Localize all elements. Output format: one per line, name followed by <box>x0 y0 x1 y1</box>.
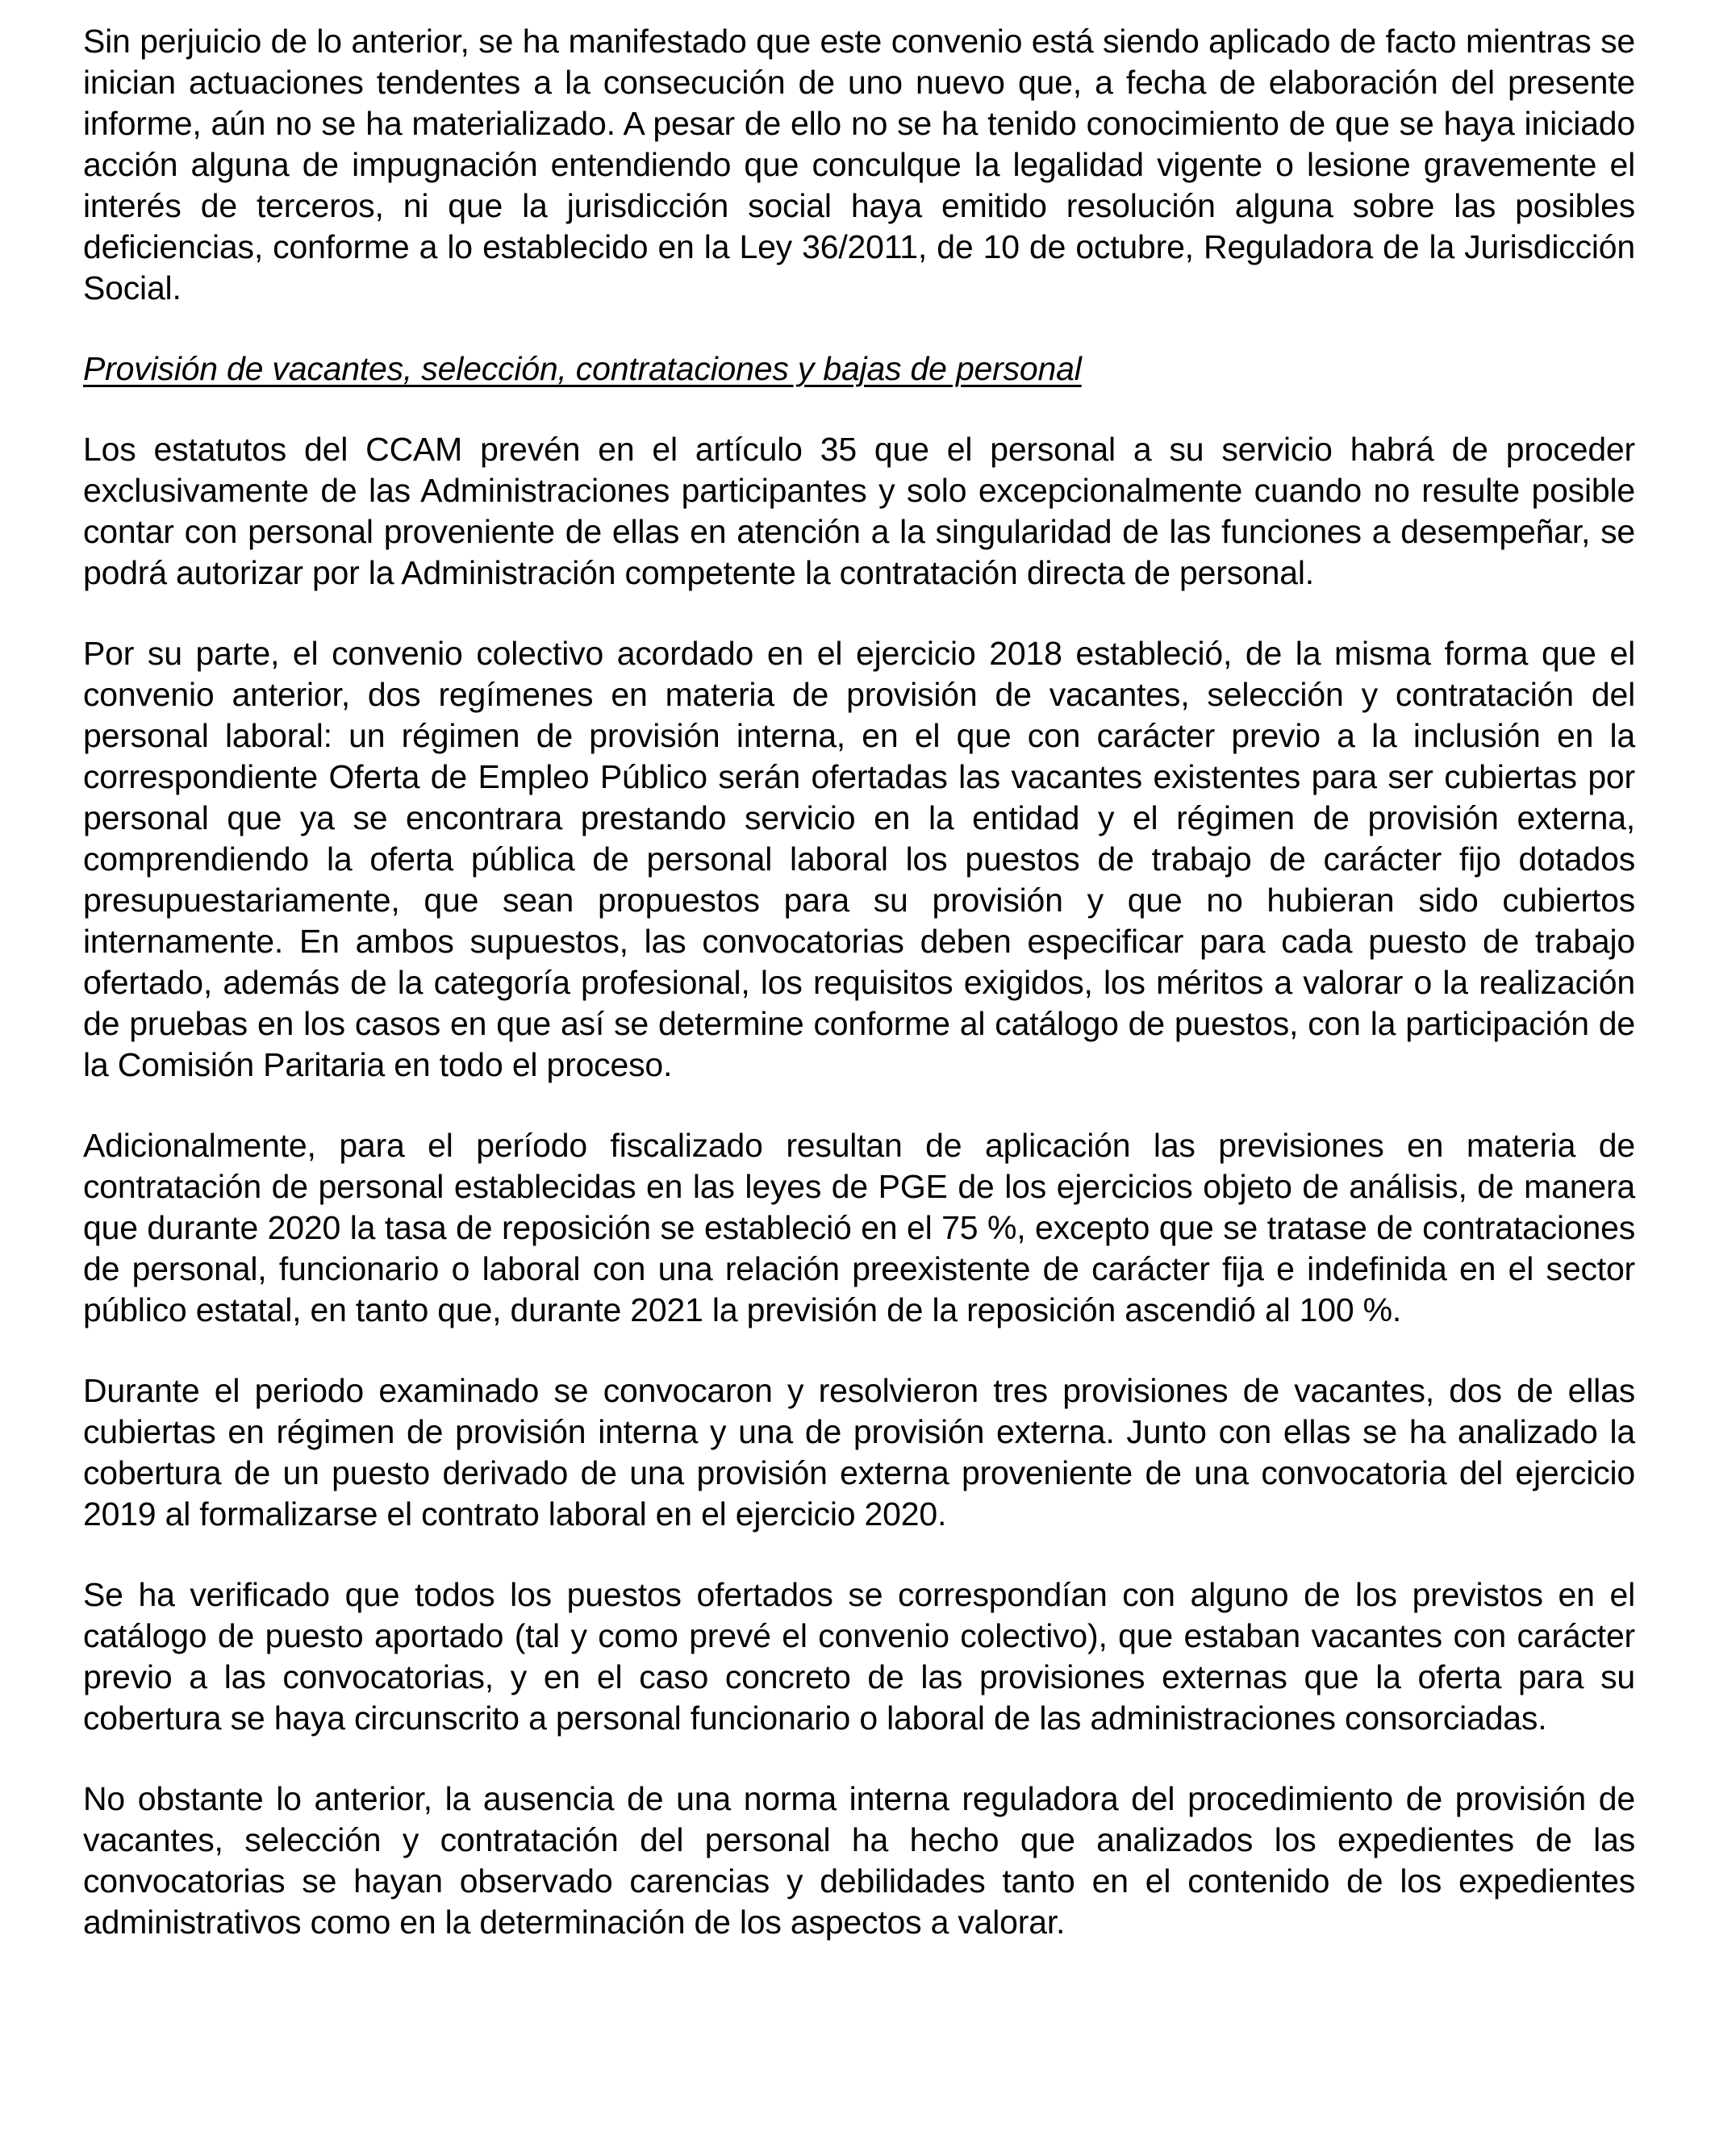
paragraph-convenio-colectivo-2018: Por su parte, el convenio colectivo acordado en el ejercicio 2018 estableció, de la misma forma que el convenio anterior, dos regímenes en materia de provisión de vacantes, selección y contratación del personal laboral: un régimen de provisión interna, en el que con carácter previo a la inclusión en la correspondiente Oferta de Empleo Público serán ofertadas las vacantes existentes para ser cubiertas por personal que ya se encontrara prestando servicio en la entidad y el régimen de provisión externa, comprendiendo la oferta pública de personal laboral los puestos de trabajo de carácter fijo dotados presupuestariamente, que sean propuestos para su provisión y que no hubieran sido cubiertos internamente. En ambos supuestos, las convocatorias deben especificar para cada puesto de trabajo ofertado, además de la categoría profesional, los requisitos exigidos, los méritos a valorar o la realización de pruebas en los casos en que así se determine conforme al catálogo de puestos, con la participación de la Comisión Paritaria en todo el proceso. <box>83 635 1635 1083</box>
document-page <box>83 21 1635 1943</box>
section-heading-provision-vacantes: Provisión de vacantes, selección, contrataciones y bajas de personal <box>83 350 1082 387</box>
paragraph-estatutos-ccam: Los estatutos del CCAM prevén en el artículo 35 que el personal a su servicio habrá de proceder exclusivamente de las Administraciones participantes y solo excepcionalmente cuando no resulte posible contar con personal proveniente de ellas en atención a la singularidad de las funciones a desempeñar, se podrá autorizar por la Administración competente la contratación directa de personal. <box>83 431 1635 591</box>
paragraph-carencias-debilidades: No obstante lo anterior, la ausencia de una norma interna reguladora del procedimiento de provisión de vacantes, selección y contratación del personal ha hecho que analizados los expedientes de las convocatorias se hayan observado carencias y debilidades tanto en el contenido de los expedientes administrativos como en la determinación de los aspectos a valorar. <box>83 1780 1635 1941</box>
paragraph-convenio-aplicacion: Sin perjuicio de lo anterior, se ha manifestado que este convenio está siendo aplicado de facto mientras se inician actuaciones tendentes a la consecución de uno nuevo que, a fecha de elaboración del presente informe, aún no se ha materializado. A pesar de ello no se ha tenido conocimiento de que se haya iniciado acción alguna de impugnación entendiendo que conculque la legalidad vigente o lesione gravemente el interés de terceros, ni que la jurisdicción social haya emitido resolución alguna sobre las posibles deficiencias, conforme a lo establecido en la Ley 36/2011, de 10 de octubre, Reguladora de la Jurisdicción Social. <box>83 23 1635 307</box>
paragraph-verificacion-puestos: Se ha verificado que todos los puestos ofertados se correspondían con alguno de los previstos en el catálogo de puesto aportado (tal y como prevé el convenio colectivo), que estaban vacantes con carácter previo a las convocatorias, y en el caso concreto de las provisiones externas que la oferta para su cobertura se haya circunscrito a personal funcionario o laboral de las administraciones consorciadas. <box>83 1576 1635 1737</box>
paragraph-tasa-reposicion: Adicionalmente, para el período fiscalizado resultan de aplicación las previsiones en materia de contratación de personal establecidas en las leyes de PGE de los ejercicios objeto de análisis, de manera que durante 2020 la tasa de reposición se estableció en el 75 %, excepto que se tratase de contrataciones de personal, funcionario o laboral con una relación preexistente de carácter fija e indefinida en el sector público estatal, en tanto que, durante 2021 la previsión de la reposición ascendió al 100 %. <box>83 1127 1635 1328</box>
paragraph-provisiones-convocadas: Durante el periodo examinado se convocaron y resolvieron tres provisiones de vacantes, dos de ellas cubiertas en régimen de provisión interna y una de provisión externa. Junto con ellas se ha analizado la cobertura de un puesto derivado de una provisión externa proveniente de una convocatoria del ejercicio 2019 al formalizarse el contrato laboral en el ejercicio 2020. <box>83 1372 1635 1533</box>
